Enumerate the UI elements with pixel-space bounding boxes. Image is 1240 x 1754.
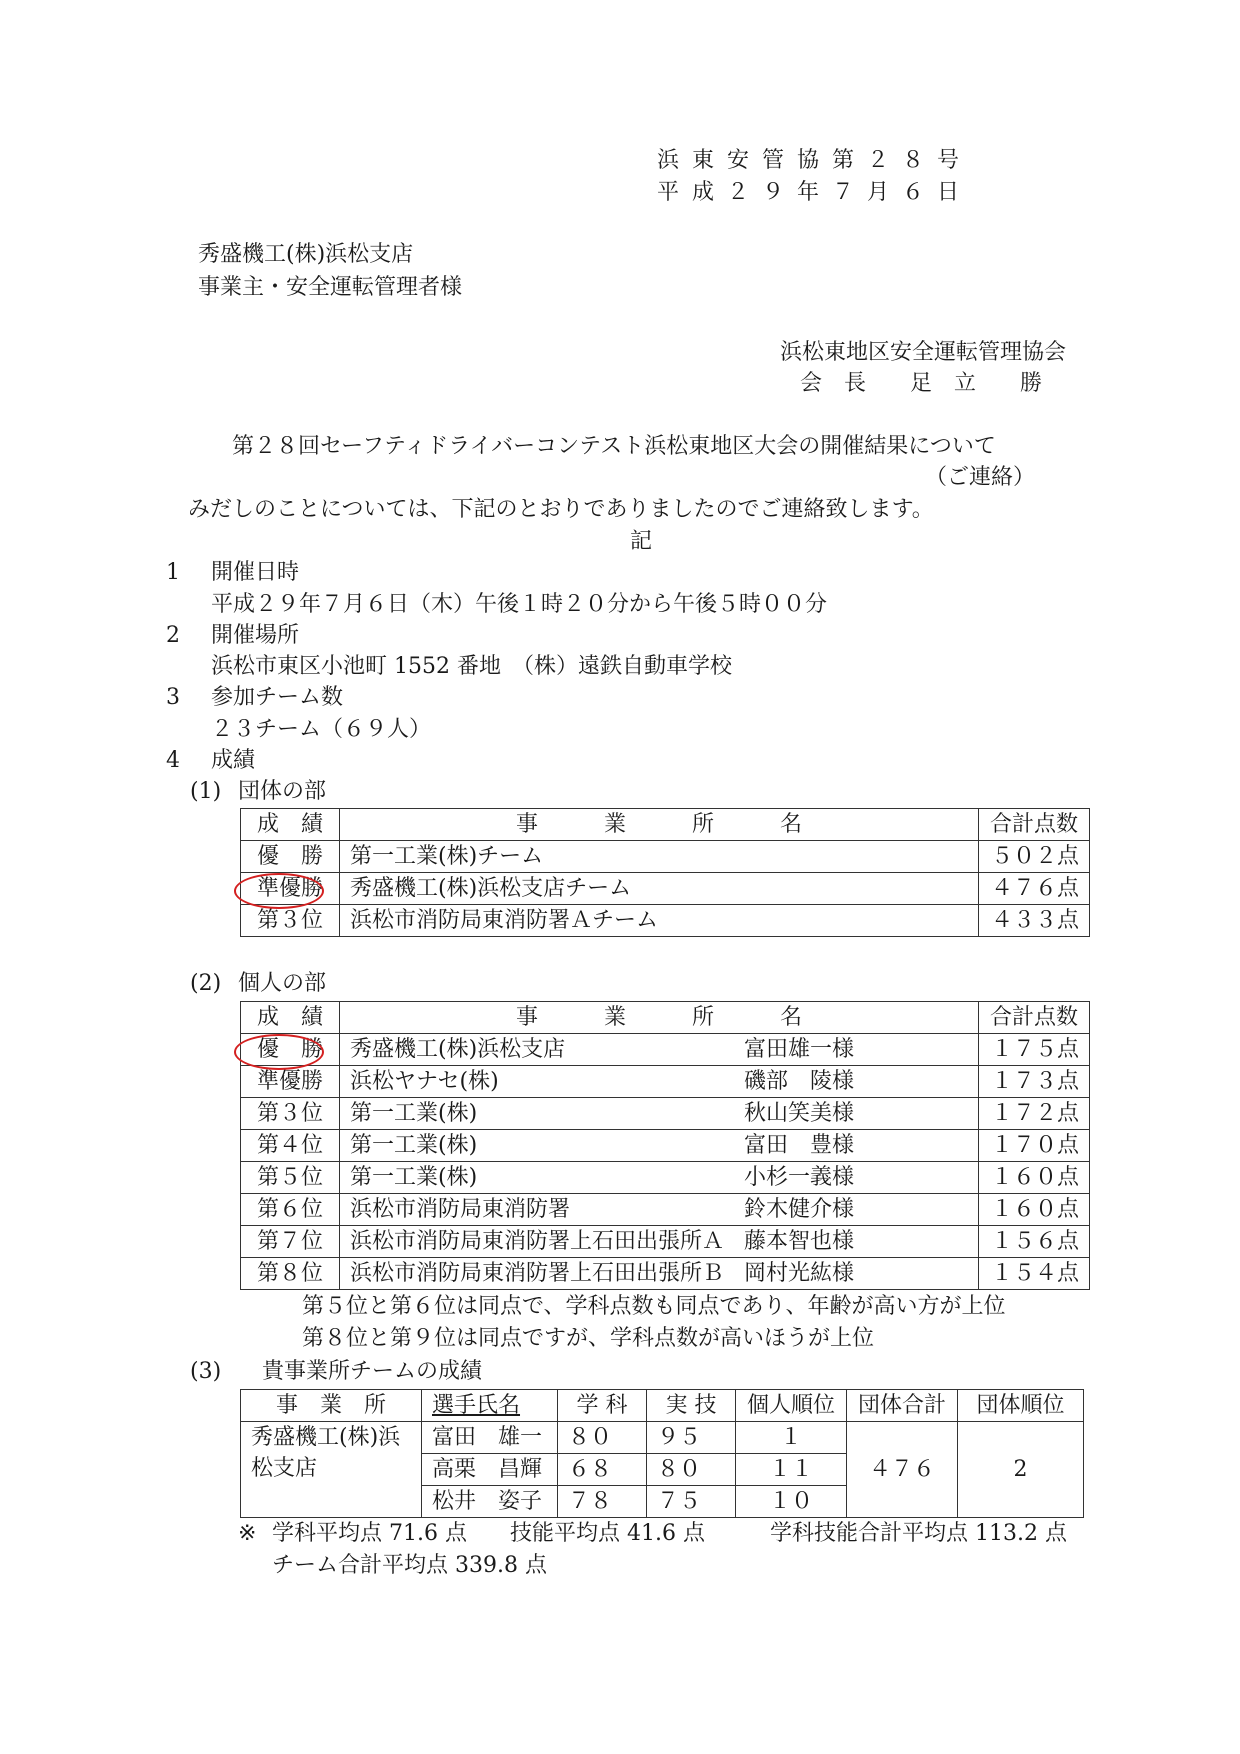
team-rank: 準優勝 [241, 873, 340, 905]
team-total: ４７６ [847, 1422, 958, 1518]
player-rank: １０ [736, 1486, 847, 1518]
individual-rank: 第３位 [241, 1098, 340, 1130]
individual-org: 第一工業(株) [340, 1130, 735, 1162]
individual-section-number: (2) [190, 971, 222, 996]
footnote-skill-average: 技能平均点 41.6 点 [510, 1521, 705, 1546]
individual-org: 秀盛機工(株)浜松支店 [340, 1034, 735, 1066]
individual-score: １７３点 [979, 1066, 1090, 1098]
individual-rank: 第７位 [241, 1226, 340, 1258]
footnote-mark: ※ [238, 1521, 257, 1546]
table-row [241, 841, 1090, 873]
table-row [241, 1258, 1090, 1290]
table-row [241, 873, 1090, 905]
footnote-team-average: チーム合計平均点 339.8 点 [272, 1553, 547, 1578]
individual-rank: 準優勝 [241, 1066, 340, 1098]
table-row [241, 1098, 1090, 1130]
section-4-title: 成績 [211, 748, 256, 773]
footnote-academic-average: 学科平均点 71.6 点 [272, 1521, 467, 1546]
individual-section-label: 個人の部 [238, 971, 327, 996]
individual-person: 秋山笑美様 [734, 1098, 978, 1130]
individual-score: １５４点 [979, 1258, 1090, 1290]
team-score: ５０２点 [979, 841, 1090, 873]
player-name: 富田 雄一 [422, 1422, 558, 1454]
team-section-number: (1) [190, 779, 222, 804]
recipient-line1: 秀盛機工(株)浜松支店 [198, 242, 414, 267]
player-name: 高栗 昌輝 [422, 1454, 558, 1486]
player-skill: ８０ [647, 1454, 736, 1486]
header-team-rank: 団体順位 [958, 1390, 1084, 1422]
player-academic: ６８ [558, 1454, 647, 1486]
ki-heading: 記 [630, 529, 653, 554]
header-team-total: 団体合計 [847, 1390, 958, 1422]
individual-org: 浜松市消防局東消防署上石田出張所Ｂ [340, 1258, 735, 1290]
section-4-number: 4 [166, 748, 180, 773]
sender-org: 浜松東地区安全運転管理協会 [780, 340, 1067, 365]
team-score: ４３３点 [979, 905, 1090, 937]
table-row [241, 1034, 1090, 1066]
individual-person: 鈴木健介様 [734, 1194, 978, 1226]
individual-org: 浜松市消防局東消防署上石田出張所Ａ [340, 1226, 735, 1258]
individual-note-2: 第８位と第９位は同点ですが、学科点数が高いほうが上位 [302, 1326, 875, 1351]
individual-score: １６０点 [979, 1194, 1090, 1226]
document-number: 浜東安管協第２８号 [656, 148, 972, 173]
individual-rank: 第６位 [241, 1194, 340, 1226]
player-academic: ７８ [558, 1486, 647, 1518]
intro-text: みだしのことについては、下記のとおりでありましたのでご連絡致します。 [188, 497, 934, 522]
individual-org: 第一工業(株) [340, 1098, 735, 1130]
team-rank: 2 [958, 1422, 1084, 1518]
section-2-title: 開催場所 [211, 623, 300, 648]
team-section-label: 団体の部 [238, 779, 327, 804]
office-name: 秀盛機工(株)浜松支店 [241, 1422, 422, 1518]
section-1-body: 平成２９年７月６日（木）午後１時２０分から午後５時００分 [211, 592, 828, 617]
table-row [241, 1130, 1090, 1162]
header-skill: 実 技 [647, 1390, 736, 1422]
team-rank: 優 勝 [241, 841, 340, 873]
section-3-number: 3 [166, 685, 180, 710]
player-skill: ７５ [647, 1486, 736, 1518]
section-3-title: 参加チーム数 [211, 685, 344, 710]
header-office-name: 事 業 所 名 [340, 1002, 979, 1034]
table-row [241, 1422, 1084, 1454]
section-2-body: 浜松市東区小池町 1552 番地 （株）遠鉄自動車学校 [211, 654, 732, 679]
table-row [241, 905, 1090, 937]
document-date: 平成２９年７月６日 [656, 180, 972, 205]
individual-person: 富田 豊様 [734, 1130, 978, 1162]
table-row [241, 1066, 1090, 1098]
individual-score: １５６点 [979, 1226, 1090, 1258]
sender-title: 会 長 足 立 勝 [800, 371, 1043, 396]
individual-score: １７５点 [979, 1034, 1090, 1066]
individual-rank: 第８位 [241, 1258, 340, 1290]
individual-score: １７２点 [979, 1098, 1090, 1130]
individual-score: １７０点 [979, 1130, 1090, 1162]
section-1-number: 1 [166, 560, 180, 585]
header-individual-rank: 個人順位 [736, 1390, 847, 1422]
subject-line2: （ご連絡） [925, 465, 1036, 490]
subject-line1: 第２８回セーフティドライバーコンテスト浜松東地区大会の開催結果について [232, 434, 996, 459]
individual-person: 小杉一義様 [734, 1162, 978, 1194]
own-team-section-number: (3) [190, 1359, 222, 1384]
individual-results-table [240, 1001, 1090, 1290]
table-row [241, 1194, 1090, 1226]
header-rank: 成 績 [241, 1002, 340, 1034]
player-academic: ８０ [558, 1422, 647, 1454]
team-rank: 第３位 [241, 905, 340, 937]
player-name: 松井 姿子 [422, 1486, 558, 1518]
individual-rank: 第５位 [241, 1162, 340, 1194]
individual-score: １６０点 [979, 1162, 1090, 1194]
header-office: 事 業 所 [241, 1390, 422, 1422]
header-academic: 学 科 [558, 1390, 647, 1422]
recipient-line2: 事業主・安全運転管理者様 [198, 275, 463, 300]
team-name: 第一工業(株)チーム [340, 841, 979, 873]
team-name: 浜松市消防局東消防署Ａチーム [340, 905, 979, 937]
individual-person: 磯部 陵様 [734, 1066, 978, 1098]
player-rank: １１ [736, 1454, 847, 1486]
individual-rank: 優 勝 [241, 1034, 340, 1066]
team-name: 秀盛機工(株)浜松支店チーム [340, 873, 979, 905]
table-header-row [241, 1390, 1084, 1422]
header-office-name: 事 業 所 名 [340, 809, 979, 841]
individual-person: 富田雄一様 [734, 1034, 978, 1066]
individual-org: 浜松ヤナセ(株) [340, 1066, 735, 1098]
section-3-body: ２３チーム（６９人） [211, 717, 432, 742]
table-header-row [241, 1002, 1090, 1034]
own-team-section-label: 貴事業所チームの成績 [262, 1359, 483, 1384]
player-rank: １ [736, 1422, 847, 1454]
individual-person: 藤本智也様 [734, 1226, 978, 1258]
table-header-row [241, 809, 1090, 841]
header-rank: 成 績 [241, 809, 340, 841]
individual-rank: 第４位 [241, 1130, 340, 1162]
team-score: ４７６点 [979, 873, 1090, 905]
section-1-title: 開催日時 [211, 560, 300, 585]
header-total: 合計点数 [979, 1002, 1090, 1034]
individual-note-1: 第５位と第６位は同点で、学科点数も同点であり、年齢が高い方が上位 [302, 1294, 1006, 1319]
header-total: 合計点数 [979, 809, 1090, 841]
table-row [241, 1162, 1090, 1194]
table-row [241, 1226, 1090, 1258]
team-results-table [240, 808, 1090, 937]
individual-org: 第一工業(株) [340, 1162, 735, 1194]
header-player-name: 選手氏名 [422, 1390, 558, 1422]
player-skill: ９５ [647, 1422, 736, 1454]
individual-person: 岡村光紘様 [734, 1258, 978, 1290]
footnote-combined-average: 学科技能合計平均点 113.2 点 [770, 1521, 1067, 1546]
section-2-number: 2 [166, 623, 180, 648]
individual-org: 浜松市消防局東消防署 [340, 1194, 735, 1226]
own-team-table [240, 1389, 1084, 1518]
